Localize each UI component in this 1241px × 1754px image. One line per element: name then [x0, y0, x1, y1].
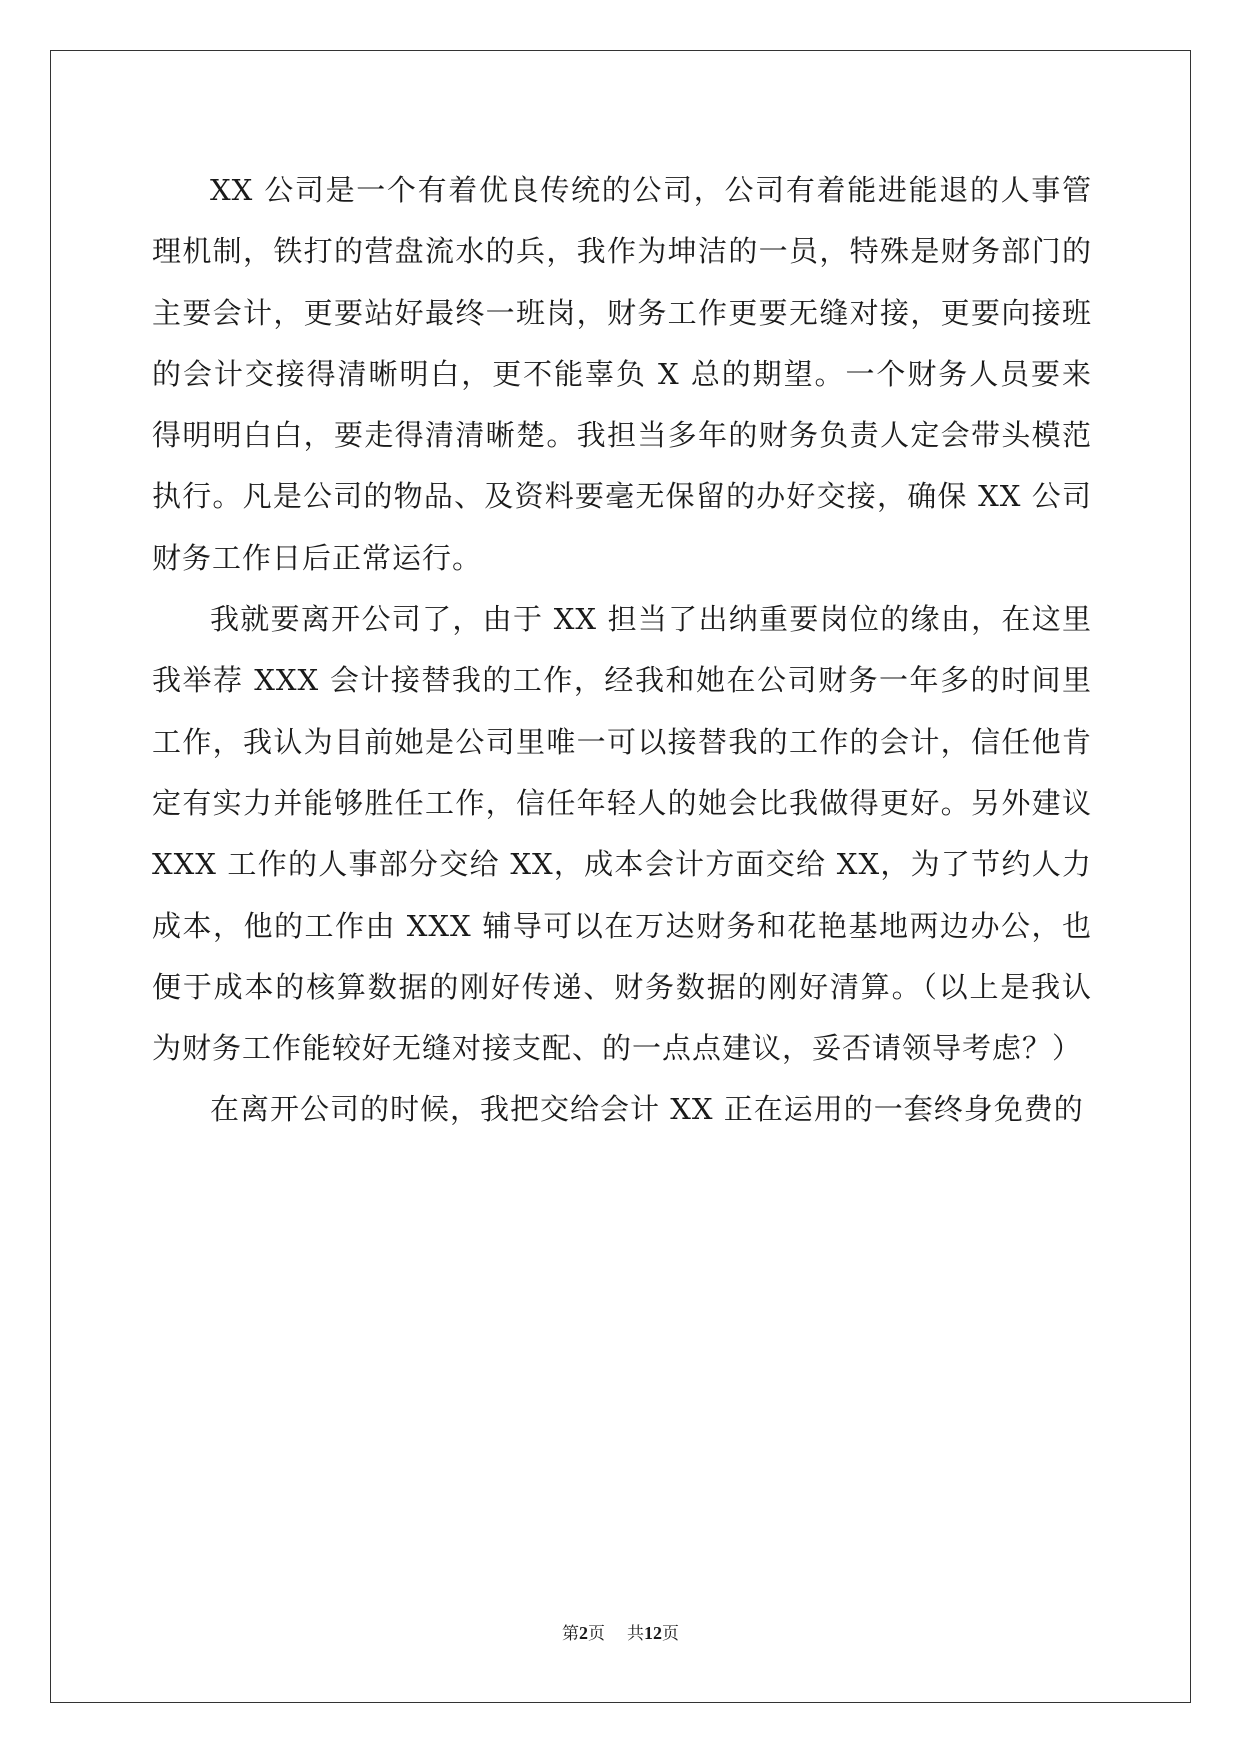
paragraph: 在离开公司的时候，我把交给会计 XX 正在运用的一套终身免费的 [210, 1092, 1084, 1127]
footer-total-unit: 页 [662, 1624, 679, 1644]
footer-page-unit: 页 [588, 1624, 605, 1644]
paragraph: 我就要离开公司了，由于 XX 担当了出纳重要岗位的缘由，在这里我举荐 XXX 会计接替我的工作，经我和她在公司财务一年多的时间里工作，我认为目前她是公司里唯一可以接替我的工作的会计，信任他肯定有实力并能够胜任工作，信任年轻人的她会比我做得更好。另外建议 XXX 工作的人事部分交给 XX，成本会计方面交给 XX，为了节约人力成本，他的工作由 XXX 辅导可以在万达财务和花艳基地两边办公，也便于成本的核算数据的刚好传递、财务数据的刚好清算。（以上是我认为财务工作能较好无缝对接支配、的一点点建议，妥否请领导考虑？） [152, 602, 1092, 1066]
paragraph: XX 公司是一个有着优良传统的公司，公司有着能进能退的人事管理机制，铁打的营盘流水的兵，我作为坤洁的一员，特殊是财务部门的主要会计，更要站好最终一班岗，财务工作更要无缝对接，更要向接班的会计交接得清晰明白，更不能辜负 X 总的期望。一个财务人员要来得明明白白，要走得清清晰楚。我担当多年的财务负责人定会带头模范执行。凡是公司的物品、及资料要毫无保留的办好交接，确保 XX 公司财务工作日后正常运行。 [152, 173, 1092, 575]
page-footer [0, 1619, 1241, 1644]
total-page-count: 12 [644, 1623, 662, 1643]
footer-page-prefix: 第 [562, 1624, 579, 1644]
current-page-number: 2 [579, 1623, 588, 1643]
footer-total-prefix: 共 [627, 1624, 644, 1644]
document-body [152, 160, 1092, 1141]
